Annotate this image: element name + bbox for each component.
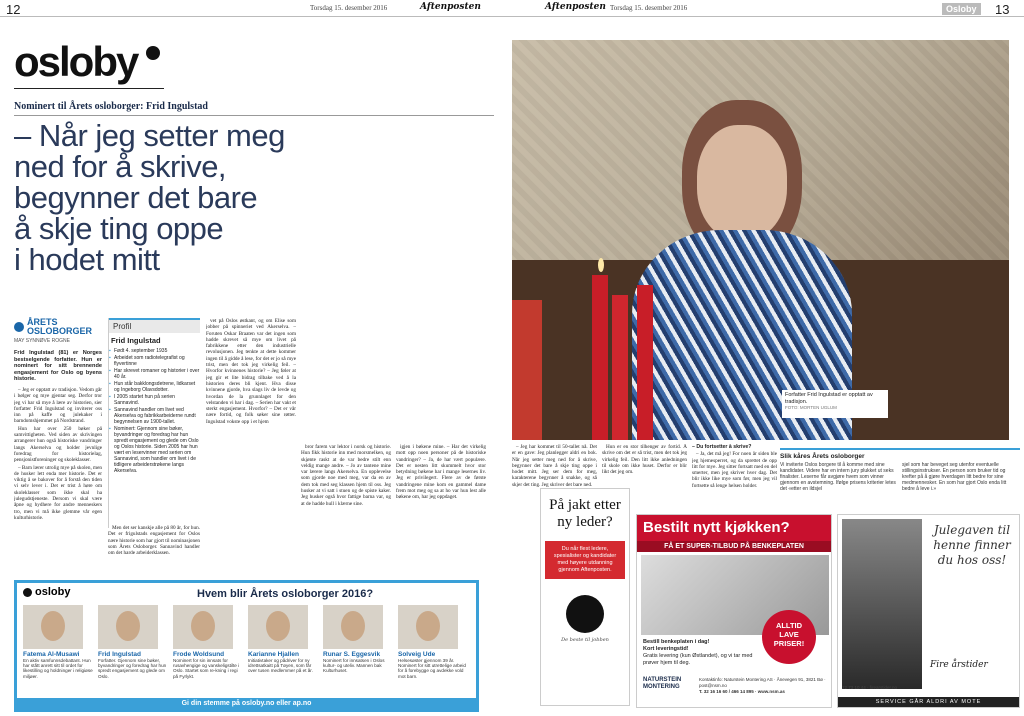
red-candle — [637, 285, 653, 440]
profile-box — [108, 318, 200, 528]
article-column-2-bottom: Men det ser kanskje alle på 80 år, for hun. Det er frigulstads engasjement for Oslos nære historie som har gjort til nominasjonen som Årets Osloborger. Sannavind handler om det harde arbeiderklassen. — [108, 525, 200, 557]
logo-rule — [14, 88, 164, 89]
ingress: Frid Ingulstad (81) er Norges bestselgende forfatter. Hun er nominert for sitt brennende engasjement for Oslo og byens historie. — [14, 350, 102, 383]
vote-footer-link[interactable]: Gi din stemme på osloby.no eller ap.no — [17, 698, 476, 709]
info-box: Slik kåres Årets osloborger Vi inviterte Oslos borgere til å komme med sine kandidater. Videre har en intern jury plukket ut seks finalister. Leserne får avgjøre hvem som vinner gjennom en avstemning. Ifølge prisens kriterier letes det «etter en ildsjel sjel som har beveget seg utenfor eventuelle stillingsinstrukser. En person som bruker tid og krefter på å gjøre hverdagen litt bedre for sine medmennesker. En som har gjort Oslo enda litt bedre å leve i.» — [780, 448, 1020, 508]
right-page — [512, 0, 1024, 716]
ad-aftenposten-jobs[interactable]: På jakt etter ny leder? Du når flest ledere, spesialister og kandidater med høyere utdanning gjennom Aftenposten. De beste til jobben — [540, 488, 630, 706]
header-rule — [0, 16, 512, 17]
aftenposten-logo-icon — [566, 595, 604, 633]
section-tag: Osloby — [942, 3, 981, 15]
candidate-photo — [248, 605, 308, 649]
red-candle — [612, 295, 628, 440]
candidate-card[interactable]: Frid Ingulstad Forfatter. Gjennom sine bøker, byvandringer og foredrag har hun spredt engasjement og glede om Oslo. — [98, 605, 168, 679]
candidate-card[interactable]: Fatema Al-Musawi En aktiv samfunnsdebattant. Hun har stått anrett sitt til ordet for likestilling og holdninger i religiøse miljøer. — [23, 605, 93, 679]
header-date-right: Torsdag 15. desember 2016 — [610, 4, 688, 12]
profile-list: ▪ Født 4. september 1935 ▪ Arbeidet som radiotelegrafist og flyvertinne ▪ Har skrevet romaner og historier i over 40 år. ▪ Hun står bakklongsdetrene, lidkarset og Ingeborg Olavsdotter. ▪ I 2005 startet hun på serien Sannavind. ▪ Sannavind handler om livet ved Akerselva og fabrikkarbeiderne rundt begynnelsen av 1900-tallet. ▪ Nominert: Gjennom sine bøker, byvandringer og foredrag har hun spredt engasjement og glede om Oslo og Oslos historie. Siden 2005 har hun vært en leservinner med serien om Sannavind, som handler om livet i de tidligere arbeiderstrøkene langs Akerselva. — [109, 346, 200, 474]
article-column-r3: – Du fortsetter å skrive? – Ja, det må jeg! For noen år siden ble jeg hjemesperret, og da sprettet de opp litt for mye. Jeg sitter fortsatt med en del smerter, men jeg skriver hver dag. Det blir ikke like mye som før, men jeg vil fortsette så lenge helsen holder. — [692, 444, 777, 489]
article-column-r1: – Jeg har kommet til 50-tallet nå. Det er en gave: Jeg planlegger aldri en bok. Når jeg setter meg ned for å skrive, begynner det bare å skje ting oppe i hodet mitt. Jeg ser dem for meg, karakterene begynner å snakke, og så skjer det ting. Jeg skriver det bare ned. — [512, 444, 597, 488]
candidate-card[interactable]: Frode Woldsund Nominert for sin innsats for rusavhengige og vanskeligstilte i Oslo. Startet som re-kning i regi på Fyrlykt. — [173, 605, 243, 679]
candidate-card[interactable]: Solveig Ude Helsesøster gjennom 39 år. Nominert for sitt utrettelige arbeid for å forebygge og avdekke vold mot barn. — [398, 605, 468, 679]
red-candle — [512, 300, 542, 440]
ad-kitchen[interactable]: Bestilt nytt kjøkken? FÅ ET SUPER-TILBUD PÅ BENKEPLATEN ALLTID LAVE PRISER! Bestill benkeplaten i dag! Kort leveringstid! Gratis levering (kun Østlandet), og vi tar med prøver hjem til deg. NATURSTEIN MONTERING Kontaktinfo: Naturstein Montering AS · Ånevegen 91, 3821 Bø · post@nsm.no T. 32 16 16 60 / 466 14 895 · www.nsm.as — [636, 514, 832, 708]
page-number-left: 12 — [6, 2, 21, 17]
osloby-logo: osloby — [14, 38, 138, 85]
article-column-r2: Hun er en stor tilhenger av fortid. Å skrive om det er så trist, men det tok jeg virkelig feil. Den litt ikke anledningen til skole om ikke huset. Derfor er blir likt det jeg om. — [602, 444, 687, 476]
header-brand-left: Aftenposten — [420, 2, 481, 12]
article-column-4: bror farem var lektor i norsk og historie. Hun fikk historie inn med morsmelken, og skjønte raskt at de var bedre stilt enn veldig mange andre. – Jo av tantene mine var lærere langs Akerselva. En opplevelse som gjorde noe med meg, var da en av dem tok med seg klassen hjem til oss. Jeg husker at vi satt i stuen og de spiste kaker. Jeg husker også hvor fattige barna var, og at de hadde hull i klærne sine. — [301, 444, 391, 507]
headline: – Når jeg setter meg ned for å skrive, begynner det bare å skje ting oppe i hodet mitt — [14, 118, 285, 277]
header-brand-right: Aftenposten — [545, 2, 606, 12]
aftenposten-a-icon — [23, 588, 32, 597]
aftenposten-a-icon — [146, 46, 160, 60]
ad-fire-arstider[interactable]: Julegaven til henne finner du hos oss! Fire årstider 22 73 10 44 · firearstider.no SERVICE GÅR ALDRI AV MOTE — [837, 514, 1020, 708]
article-column-3: vet på Oslos østkant, og om Elise som jobber på spinneriet ved Akerselva. – Foruten Oskar Braaten var det ingen som hadde skrevet så mye om livet på fabrikkene etter den industrielle revolusjonen. Jeg tenkte at dette kommer ingen til å gidde å lese, for det er jo så mye trist, men det tok jeg virkelig feil. – Hvorfor kvinnenes historie? – Jeg føler at jeg gir et lite bidrag tilbake ved å la historien deres bli kjent. Hva disse kvinnene gjorde, hva slags liv de levde og hvordan de la grunnlaget for den velstanden vi har i dag. – Serien har vakt et sterkt engasjement. Hvorfor? – Det er vår nære fortid, og folk søker sine røtter. Ingulstad vokste opp i et hjem — [206, 318, 296, 425]
kicker-rule — [14, 115, 494, 116]
header-rule — [512, 16, 1024, 17]
flame — [598, 258, 604, 272]
article-column-1: Frid Ingulstad (81) er Norges bestselgende forfatter. Hun er nominert for sitt brennende engasjement for Oslo og byens historie. – Jeg er opptatt av tradisjon. Vedom går i bølger og mye gjentar seg. Derfor tror jeg vi har så mye å lære av historien, sier forfatter Frid Ingulstad og inviterer oss inn på kaffe og julekaker i barndomshjemmet på Nordstrand. Hun har over 250 bøker på samvittigheten. Ved siden av skrivingen arrangerer hun også historiske vandringer langs Akerselva og holder jevnlige foredrag for historielag, pensjonistforeninger og skoleklasser. – Barn lærer utrolig mye på skolen, men de husker lett enda mer historie. Det er viktig å se bakover for å forstå den tiden vi selv lever i. Det er trist å høre om skoleklasser som ikke skal ha julegudstjeneste. Dersom vi skal være åpne og hydhere for andre menneskers tro, men vi må ikke glemme vår egen kulturhistorie. — [14, 350, 102, 521]
candidate-card[interactable]: Runar S. Eggesvik Nominert for innsatsen i Oslos kultur- og uteliv. Mannen bak Kulturhuset. — [323, 605, 393, 674]
red-candle — [592, 275, 608, 440]
vote-logo: osloby — [23, 586, 70, 598]
aftenposten-badge-icon — [14, 322, 24, 332]
price-badge: ALLTID LAVE PRISER! — [762, 610, 816, 664]
candidate-photo — [98, 605, 158, 649]
candidate-photo — [323, 605, 383, 649]
article-column-5: igjen i bøkene mine. – Har det virkelig mott opp noen personer på de historiske vandringer? – Ja, de har vært populære. Det er nesten litt skummelt hvor stor betydning bøkene har i mange lesernes liv. Jeg er privilegert. Flere av de første vandringene mine kom en gammel dame frem mot meg og sa at ho var hun lest alle bøkene om, har jeg oppdaget. — [396, 444, 486, 501]
candidate-photo — [173, 605, 233, 649]
vote-box — [14, 580, 479, 712]
vote-title: Hvem blir Årets osloborger 2016? — [197, 588, 374, 600]
candidate-photo — [23, 605, 83, 649]
header-date-left: Torsdag 15. desember 2016 — [310, 4, 388, 12]
candidate-photo — [398, 605, 458, 649]
page-number-right: 13 — [995, 2, 1010, 17]
candidate-card[interactable]: Karianne Hjallen Initiativtaker og pådriver for ny idrettsatkaitt på Tøyen, som får over tusen medlemmer på et år. — [248, 605, 318, 674]
arets-osloborger-tag: ÅRETS OSLOBORGER MAY SYNNØVE ROGNE — [14, 318, 102, 344]
main-photo — [512, 40, 1009, 440]
info-box-title: Slik kåres Årets osloborger — [780, 453, 865, 460]
photo-caption: Forfatter Frid Ingulstad er opptatt av tradisjon. FOTO: MORTEN UGLUM — [782, 390, 888, 418]
model-photo — [842, 519, 922, 689]
kicker: Nominert til Årets osloborger: Frid Ingulstad — [14, 101, 208, 112]
profile-name: Frid Ingulstad — [111, 336, 161, 345]
byline: MAY SYNNØVE ROGNE — [14, 338, 70, 344]
profile-tab: Profil — [109, 318, 200, 333]
